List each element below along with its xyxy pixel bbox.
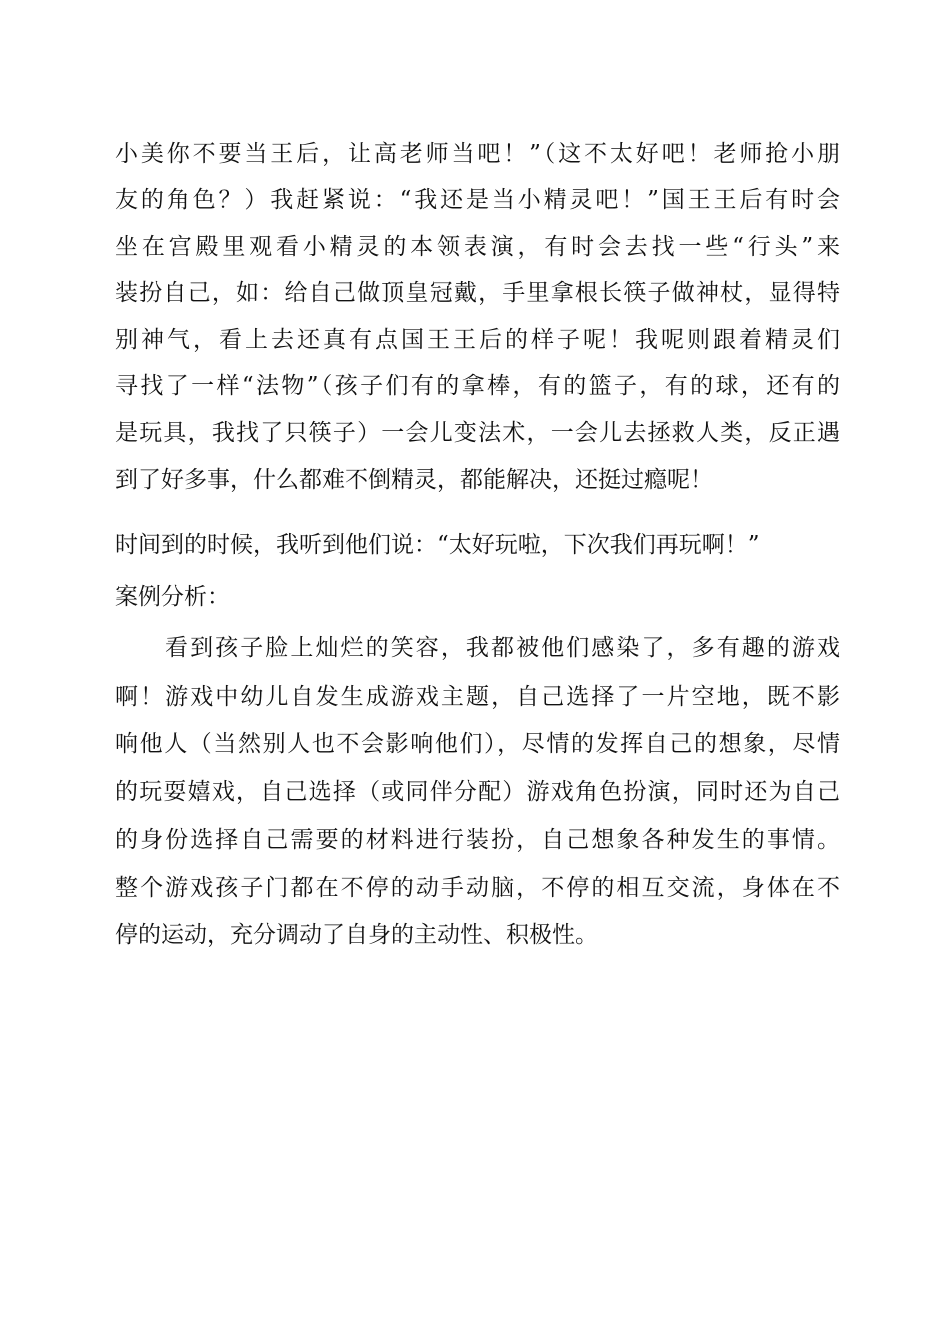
text-line: 小美你不要当王后，让高老师当吧！”（这不太好吧！老师抢小朋 bbox=[115, 141, 840, 167]
text-line: 坐在宫殿里观看小精灵的本领表演，有时会去找一些“行头”来 bbox=[115, 234, 840, 260]
text-line: 时间到的时候，我听到他们说：“太好玩啦，下次我们再玩啊！” bbox=[115, 532, 760, 558]
text-line: 的身份选择自己需要的材料进行装扮，自己想象各种发生的事情。 bbox=[115, 827, 840, 853]
text-line: 的玩耍嬉戏，自己选择（或同伴分配）游戏角色扮演，同时还为自己 bbox=[115, 779, 840, 805]
text-line: 啊！游戏中幼儿自发生成游戏主题，自己选择了一片空地，既不影 bbox=[115, 684, 840, 710]
text-line: 友的角色？）我赶紧说：“我还是当小精灵吧！”国王王后有时会 bbox=[115, 187, 840, 213]
text-line: 寻找了一样“法物”（孩子们有的拿棒，有的篮子，有的球，还有的 bbox=[115, 373, 840, 399]
text-line: 别神气，看上去还真有点国王王后的样子呢！我呢则跟着精灵们 bbox=[115, 327, 840, 353]
text-line: 到了好多事，什么都难不倒精灵，都能解决，还挺过瘾呢！ bbox=[115, 467, 713, 493]
text-line: 装扮自己，如：给自己做顶皇冠戴，手里拿根长筷子做神杖，显得特 bbox=[115, 280, 840, 306]
paragraph-first-line: 看到孩子脸上灿烂的笑容，我都被他们感染了，多有趣的游戏 bbox=[165, 635, 840, 661]
text-line: 整个游戏孩子门都在不停的动手动脑，不停的相互交流，身体在不 bbox=[115, 875, 840, 901]
text-line: 是玩具，我找了只筷子）一会儿变法术，一会儿去拯救人类，反正遇 bbox=[115, 420, 840, 446]
section-heading: 案例分析： bbox=[115, 584, 230, 610]
text-line: 响他人（当然别人也不会影响他们），尽情的发挥自己的想象，尽情 bbox=[115, 731, 840, 757]
text-line: 停的运动，充分调动了自身的主动性、积极性。 bbox=[115, 922, 598, 948]
